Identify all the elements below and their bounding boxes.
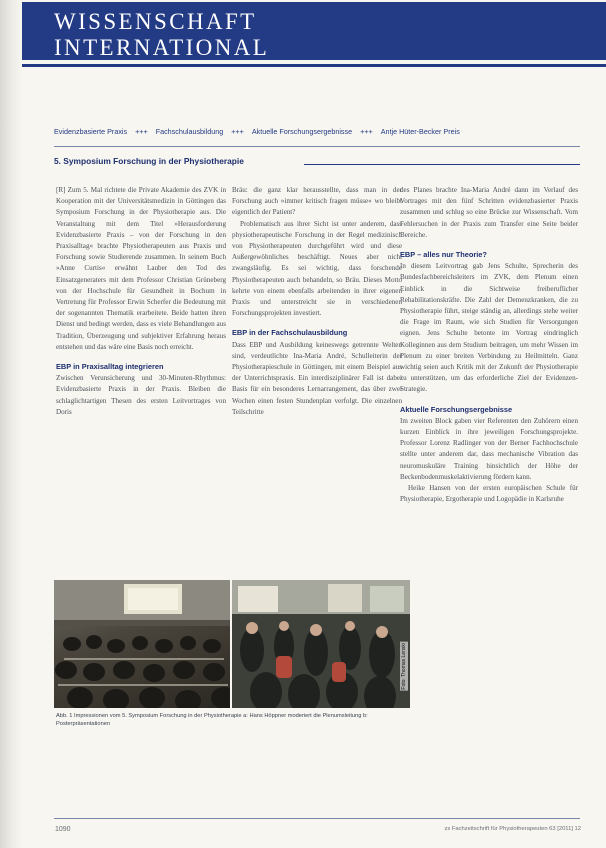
footer-divider: [54, 818, 580, 819]
topic-separator: +++: [135, 127, 148, 136]
lecture-hall-illustration: [54, 580, 230, 708]
poster-session-photo: [232, 580, 410, 708]
subheading: EBP in der Fachschulausbildung: [232, 328, 348, 338]
paragraph: [R] Zum 5. Mal richtete die Private Akademie des ZVK in Kooperation mit der Universitätsmedizin in Göttingen das Symposium Forschung in der Physiotherapie aus. Die Veranstaltung mit dem Titel »Herausforderung Evidenzbasierte Praxis – von der Forschung in den Praxisalltag« brachte Physiotherapeuten aus Praxis und Forschung sowie Studierende zusammen. In seinem Buch »Anne Curtis« erwähnt Lauber den Tod des Einsatzgeneraters mit dem Professor Christian Grüneberg von der Hochschule für Gesundheit in Bochum in Vertretung für Professor Erwin Scherfer die Bedeutung mit der sogenannten Thematik erarbeitete. Beide hatten ihren Dienst und bedingt werden, dass es viele Behandlungen aus Tradition, Überzeugung und subjektiver Erfahrung heraus entstehen und das wäre eine Basis noch erreicht.: [56, 186, 226, 351]
lecture-hall-photo: [54, 580, 230, 708]
subheading: EBP in Praxisalltag integrieren: [56, 362, 164, 372]
masthead-title-line2: INTERNATIONAL: [54, 35, 270, 60]
paragraph: Bräu: die ganz klar herausstellte, dass man in der Forschung auch »immer kritisch fragen müsse« wo bleibt eigentlich der Patient?: [232, 186, 402, 217]
paragraph: des Planes brachte Ina-Maria André dann im Verlauf des Vortrages mit den fünf Schritten evidenzbasierter Praxis zusammen und schlug so eine Brücke zur Wissenschaft. Vom Fehlersuchen in der Praxis zum Transfer eine Seite beider Bereiche.: [400, 186, 578, 239]
page-spine-shadow: [0, 0, 22, 848]
title-rule: [304, 164, 580, 165]
topic-separator: +++: [360, 127, 373, 136]
paragraph: Problematisch aus ihrer Sicht ist unter anderem, dass physiotherapeutische Forschung in der Regel medizinisch von Physiotherapeuten durchgeführt wird und diese Außergewöhnliches beschäftigt. Neues aber nicht zwangsläufig. Es sei wichtig, dass forschende Physiotherapeuten auch behandeln, so Bräu. Dieses Motto kehrte von einem ebenfalls arbeitenden in ihrer eigenen Praxis und unterstreicht sie in verschiedenen Forschungsprojekten investiert.: [232, 219, 402, 318]
topic-item: Antje Hüter-Becker Preis: [380, 127, 460, 136]
photo-caption: Abb. 1 Impressionen vom 5. Symposium Forschung in der Physiotherapie a: Hans Höppner moderiert die Plenumsleitung b: Posterpräsentationen: [56, 713, 368, 727]
text-column-3: [400, 185, 578, 505]
text-column-1: [56, 185, 226, 418]
paragraph: Heike Hansen von der ersten europäischen Schule für Physiotherapie, Ergotherapie und Logopädie in Karlsruhe: [400, 484, 578, 504]
topic-item: Fachschulausbildung: [155, 127, 224, 136]
page-number: 1090: [55, 826, 71, 833]
topic-item: Aktuelle Forschungsergebnisse: [251, 127, 353, 136]
subheading: Aktuelle Forschungsergebnisse: [400, 404, 513, 414]
topic-separator: +++: [231, 127, 244, 136]
topic-divider: [54, 146, 580, 147]
article-title: 5. Symposium Forschung in der Physiotherapie: [54, 156, 244, 166]
journal-citation: zs Fachzeitschrift für Physiotherapeuten 63 [2011] 12: [444, 826, 581, 832]
paragraph: In diesem Leitvortrag gab Jens Schulte, Sprecherin des Bundesfachbereichsleiters im ZVK, dem Plenum einen Einblick in die Sichtweise freiberuflicher Rehabilitationskräfte. Die Zahl der Demenzkranken, die zu Physiotherapie führt, steige ständig an, allerdings stehe weiter die Frage im Raum, wie sich Studien für Versorgungen eignen. Jens Schulte betonte im Vortrag eindringlich Kolleginnen aus dem Studium beitragen, um mehr Wissen im Plenum zu einer breiten Verbindung zu Heilmitteln. Ganz wichtig seien auch Kritik mit der Zukunft der Physiotherapie zu unterstützen, um das erforderliche Ziel der Evidenzen-Strategie.: [400, 262, 578, 394]
poster-session-illustration: [232, 580, 410, 708]
photo-credit: Foto: Thomas Lenski: [401, 643, 407, 690]
photo-strip: [54, 580, 410, 708]
paragraph: Dass EBP und Ausbildung keineswegs getrennte Welten sind, verdeutlichte Ina-Maria André, Schulleiterin der Physiotherapieschule in Göttingen, mit einem Beispiel aus der Unterrichtspraxis. Ein interdisziplinärer Fall ist dabei Basis für ein besonderes Lernarrangement, das über zwei Wochen einen festen Stundenplan verfolgt. Die einzelnen Teilschritte: [232, 340, 402, 416]
topic-item: Evidenzbasierte Praxis: [54, 127, 128, 136]
paragraph: Im zweiten Block gaben vier Referenten den Zuhörern einen kurzen Einblick in ihre jeweiligen Forschungsprojekte. Professor Lorenz Radlinger von der Berner Fachhochschule stellte unter anderem dar, dass mechanische Vibration das neuromuskuläre Training hinsichtlich der Höhe der Beckenbodenmuskelaktivierung fördern kann.: [400, 416, 578, 481]
subheading: EBP – alles nur Theorie?: [400, 250, 487, 260]
text-column-2: [232, 185, 402, 418]
topic-strip: [54, 127, 599, 139]
masthead-underline: [22, 64, 606, 67]
masthead-title-line1: WISSENSCHAFT: [54, 9, 257, 34]
masthead-banner: [22, 2, 606, 60]
paragraph: Zwischen Verunsicherung und 30-Minuten-Rhythmus: Evidenzbasierte Praxis in der Praxis. Bleiben die schlaglichtartigen Thesen des ersten Leitvortrages von Doris: [56, 374, 226, 416]
